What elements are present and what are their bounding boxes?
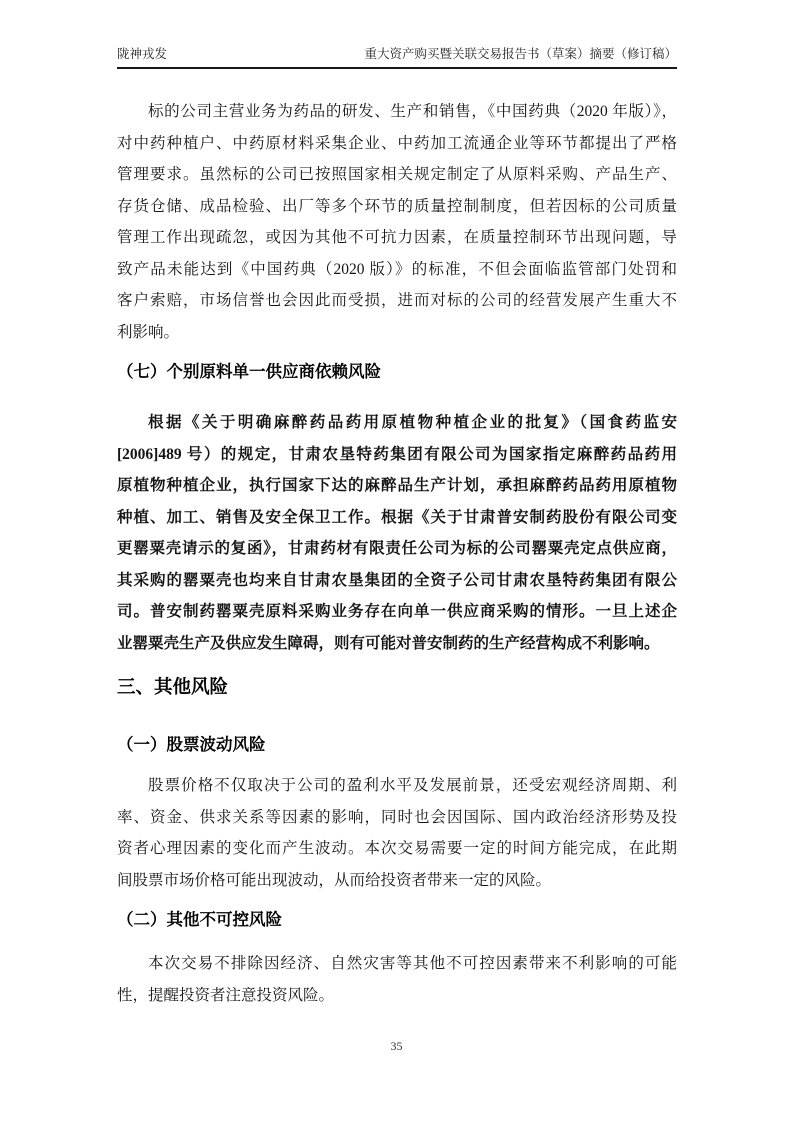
text-line: 客户索赔，市场信誉也会因此而受损，进而对标的公司的经营发展产生重大不: [117, 292, 677, 309]
page-header: [117, 46, 677, 69]
text-line: 本次交易不排除因经济、自然灾害等其他不可控因素带来不利影响的可能: [148, 955, 677, 972]
text-line: 根据《关于明确麻醉药品药用原植物种植企业的批复》（国食药监安: [148, 414, 677, 431]
text-line: 业罂粟壳生产及供应发生障碍，则有可能对普安制药的生产经营构成不利影响。: [117, 634, 660, 652]
text-line: [2006]489 号）的规定，甘肃农垦特药集团有限公司为国家指定麻醉药品药用: [117, 445, 677, 463]
text-line: 利影响。: [117, 323, 180, 341]
paragraph-stock-volatility-risk: [117, 770, 677, 896]
heading-section-3-1-stock-volatility-risk: （一）股票波动风险: [117, 736, 266, 754]
text-line: 致产品未能达到《中国药典（2020 版）》的标准，不但会面临监管部门处罚和: [117, 260, 677, 278]
text-line: 管理工作出现疏忽，或因为其他不可抗力因素，在质量控制环节出现问题，导: [117, 229, 677, 246]
text-line: 其采购的罂粟壳也均来自甘肃农垦集团的全资子公司甘肃农垦特药集团有限公: [117, 571, 677, 589]
paragraph-uncontrollable-risk: [117, 948, 677, 1011]
paragraph-single-supplier-risk: [117, 407, 677, 659]
text-line: 管理要求。虽然标的公司已按照国家相关规定制定了从原料采购、产品生产、: [117, 166, 677, 183]
text-line: 间股票市场价格可能出现波动，从而给投资者带来一定的风险。: [117, 871, 552, 889]
text-line: 种植、加工、销售及安全保卫工作。根据《关于甘肃普安制药股份有限公司变: [117, 508, 677, 526]
text-line: 对中药种植户、中药原材料采集企业、中药加工流通企业等环节都提出了严格: [117, 134, 677, 152]
heading-section-3-2-uncontrollable-risk: （二）其他不可控风险: [117, 911, 282, 929]
text-line: 存货仓储、成品检验、出厂等多个环节的质量控制制度，但若因标的公司质量: [117, 197, 677, 215]
text-line: 更罂粟壳请示的复函》，甘肃药材有限责任公司为标的公司罂粟壳定点供应商，: [117, 540, 677, 557]
text-line: 资者心理因素的变化而产生波动。本次交易需要一定的时间方能完成，在此期: [117, 840, 677, 857]
text-line: 原植物种植企业，执行国家下达的麻醉品生产计划，承担麻醉药品药用原植物: [117, 477, 677, 494]
text-line: 性，提醒投资者注意投资风险。: [117, 986, 335, 1004]
heading-section-3-other-risks: 三、其他风险: [117, 676, 229, 697]
heading-section-7-supplier-dependence-risk: （七）个别原料单一供应商依赖风险: [117, 363, 381, 381]
text-line: 司。普安制药罂粟壳原料采购业务存在向单一供应商采购的情形。一旦上述企: [117, 603, 677, 620]
text-line: 率、资金、供求关系等因素的影响，同时也会因国际、国内政治经济形势及投: [117, 808, 677, 826]
page-number: 35: [390, 1039, 403, 1053]
text-line: 股票价格不仅取决于公司的盈利水平及发展前景，还受宏观经济周期、利: [148, 777, 677, 794]
paragraph-quality-control-risk: [117, 96, 677, 348]
header-company-name: 陇神戎发: [117, 47, 168, 61]
header-report-title: 重大资产购买暨关联交易报告书（草案）摘要（修订稿）: [364, 47, 677, 61]
text-line: 标的公司主营业务为药品的研发、生产和销售，《中国药典（2020 年版）》，: [148, 103, 677, 120]
